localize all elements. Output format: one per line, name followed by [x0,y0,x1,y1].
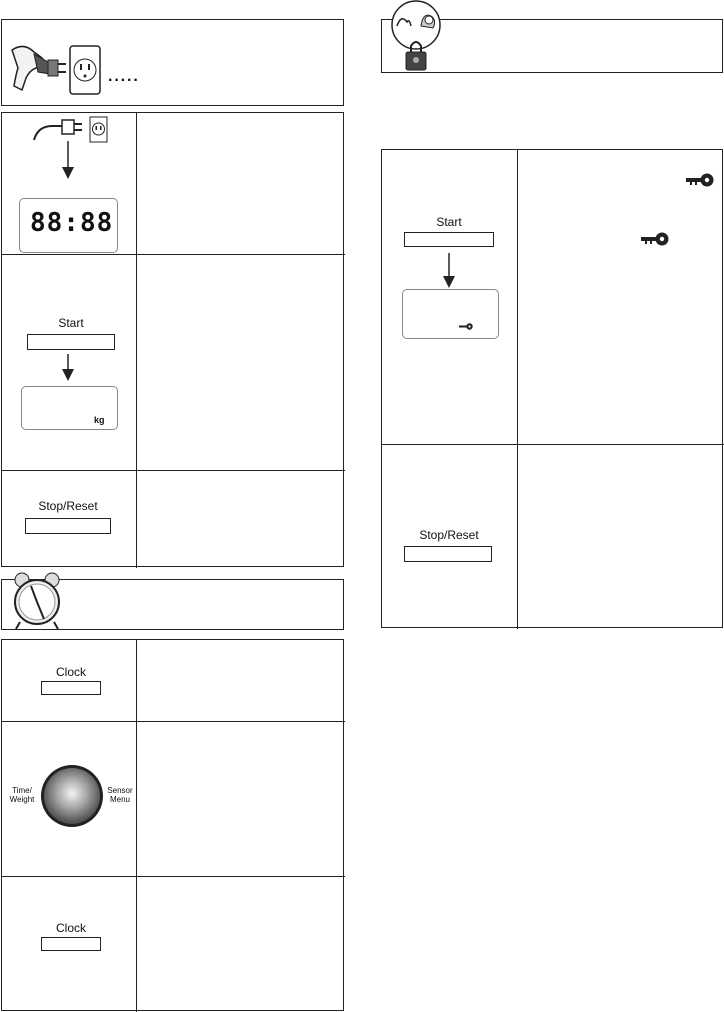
clock-display-value: 88:88 [30,208,114,238]
start-button-label: Start [58,316,84,330]
clock-button-label: Clock [55,665,86,679]
start-button[interactable] [27,334,115,350]
stop-reset-button-2[interactable] [404,546,492,562]
dial-right-label-line1: Sensor [107,786,133,795]
clock-header-box [1,579,344,630]
hand-plug-icon [8,28,88,98]
key-icon [459,323,473,330]
arrow-down-icon [61,141,75,181]
clock-button[interactable] [41,681,101,695]
dial-knob-icon[interactable] [40,764,104,828]
start-button-label-2: Start [436,215,462,229]
start-button-2[interactable] [404,232,494,247]
key-icon [641,232,669,246]
child-lock-steps-table [381,149,723,628]
key-icon [686,173,714,187]
clock-display [19,198,118,253]
dial-left-label-line1: Time/ [12,786,32,795]
clock-button-2[interactable] [41,937,101,951]
outlet-icon [89,116,109,144]
clock-steps-table [1,639,344,1011]
plug-in-header-box [1,19,344,106]
stop-reset-button-label-2: Stop/Reset [419,528,479,542]
stop-reset-button-label: Stop/Reset [38,499,98,513]
dial-right-label [104,786,136,804]
weight-display [21,386,118,430]
plug-dots: ····· [108,72,140,89]
dial-left-label [4,786,40,804]
dial-left-label-line2: Weight [9,795,35,804]
setup-steps-table [1,112,344,567]
dial-right-label-line2: Menu [109,795,130,804]
arrow-down-icon [61,354,75,382]
child-lock-icon [387,0,447,70]
arrow-down-icon [442,253,456,289]
alarm-clock-icon [8,573,68,633]
weight-unit: kg [94,415,105,425]
stop-reset-button[interactable] [25,518,111,534]
lock-display [402,289,499,339]
clock-button-label-2: Clock [55,921,86,935]
